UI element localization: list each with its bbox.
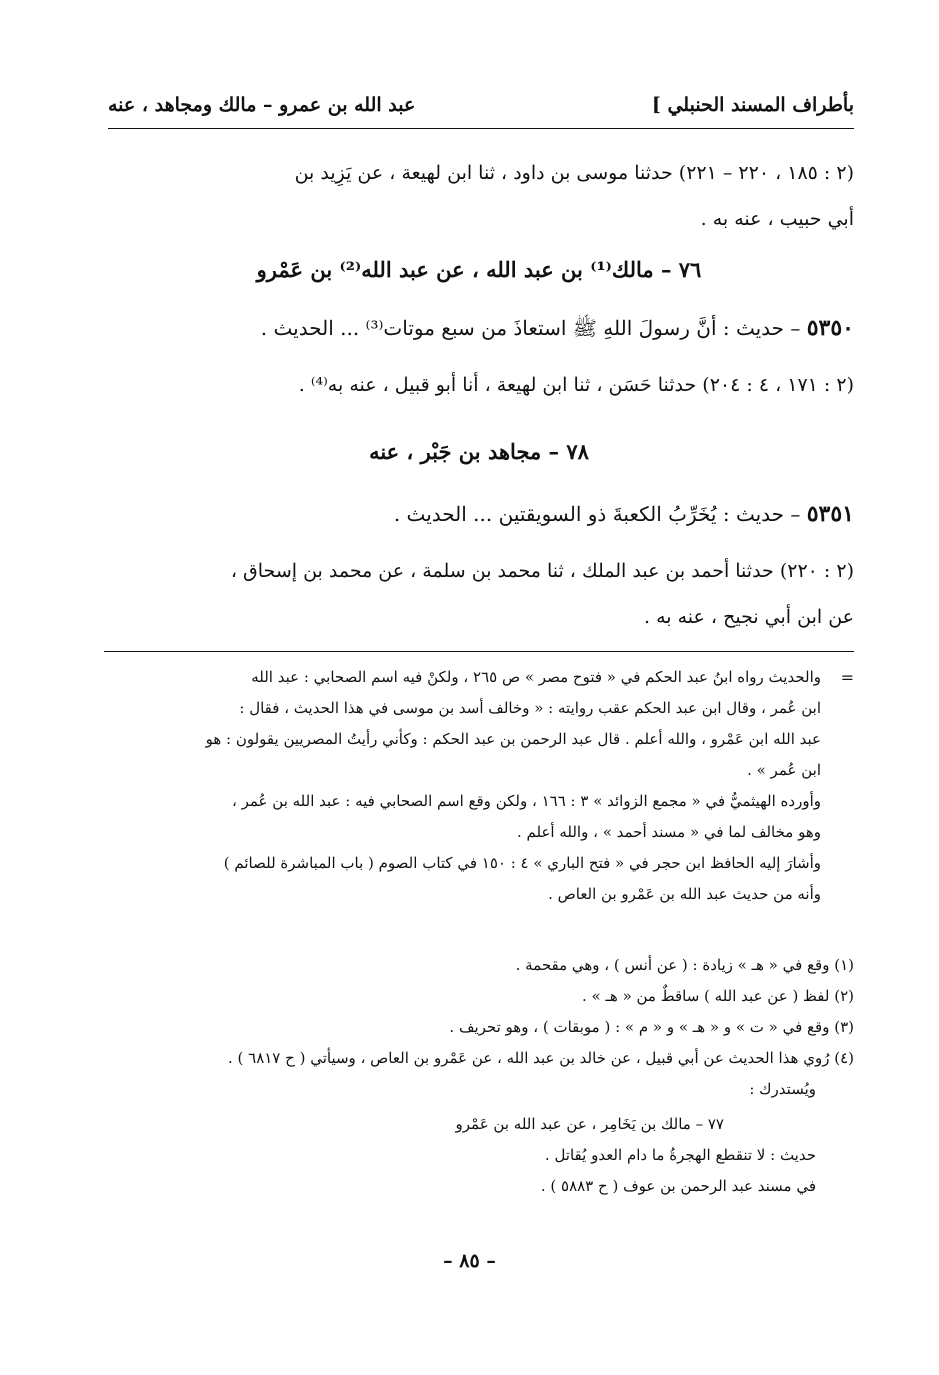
footnotes-numbered <box>94 950 854 1202</box>
paragraph-1-line-1: (٢ : ١٨٥ ، ٢٢٠ – ٢٢١) حدثنا موسى بن داود ، ثنا ابن لهيعة ، عن يَزِيد بن <box>294 162 854 184</box>
footnote-4-line-2: ويُستدرك : <box>749 1080 816 1098</box>
footnote-line: وأشارَ إليه الحافظ ابن حجر في « فتح الباري » ٤ : ١٥٠ في كتاب الصوم ( باب المباشرة للصائم ) <box>223 854 821 872</box>
footnote-line: وأنه من حديث عبد الله بن عَمْرو بن العاص . <box>548 885 821 903</box>
footnote-4-line-3: ٧٧ – مالك بن يَخَامِر ، عن عبد الله بن عَمْرو <box>455 1115 724 1133</box>
running-header <box>108 92 854 129</box>
footnote-4: (٤) رُوي هذا الحديث عن أبي قبيل ، عن خالد بن عبد الله ، عن عَمْرو بن العاص ، وسيأتي ( ح ٦٨١٧ ) . <box>227 1049 854 1067</box>
paragraph-1 <box>104 150 854 242</box>
hadith-text: – حديث : أنَّ رسولَ اللهِ ﷺ استعاذَ من سبع موتات⁽³⁾ ... الحديث . <box>260 316 801 340</box>
footnote-line: ابن عُمر ، وقال ابن عبد الحكم عقب روايته : « وخالف أسد بن موسى في هذا الحديث ، فقال : <box>239 699 821 717</box>
footnote-4-line-5: في مسند عبد الرحمن بن عوف ( ح ٥٨٨٣ ) . <box>540 1177 816 1195</box>
footnote-line: ابن عُمر » . <box>747 761 821 779</box>
footnote-line: وهو مخالف لما في « مسند أحمد » ، والله أعلم . <box>516 823 821 841</box>
page-number: – ٨٥ – <box>443 1250 496 1272</box>
continuation-marker: = <box>840 668 854 687</box>
paragraph-3-line-1: (٢ : ٢٢٠) حدثنا أحمد بن عبد الملك ، ثنا محمد بن سلمة ، عن محمد بن إسحاق ، <box>230 560 854 582</box>
hadith-number: ٥٣٥٠ <box>806 315 854 341</box>
footnote-1: (١) وقع في « هـ » زيادة : ( عن أنس ) ، وهي مقحمة . <box>515 956 854 974</box>
section-heading-78: ٧٨ – مجاهد بن جَبْر ، عنه <box>369 439 589 464</box>
header-book-title: بأطراف المسند الحنبلي ] <box>651 94 854 116</box>
paragraph-2 <box>104 362 854 408</box>
footnote-4-line-4: حديث : لا تنقطع الهجرةُ ما دام العدو يُقاتل . <box>544 1146 816 1164</box>
hadith-text: – حديث : يُخَرِّبُ الكعبةَ ذو السويقتين ... الحديث . <box>393 502 801 526</box>
paragraph-3 <box>104 548 854 640</box>
section-heading-76: ٧٦ – مالك⁽¹⁾ بن عبد الله ، عن عبد الله⁽²⁾ بن عَمْرو <box>256 257 702 282</box>
hadith-5351 <box>104 494 854 534</box>
footnote-3: (٣) وقع في « ت » و « هـ » و « م » : ( موبقات ) ، وهو تحريف . <box>449 1018 854 1036</box>
header-chapter-title: عبد الله بن عمرو – مالك ومجاهد ، عنه <box>108 94 416 116</box>
footnote-line: وأورده الهيثميُّ في « مجمع الزوائد » ٣ : ١٦٦ ، ولكن وقع اسم الصحابي فيه : عبد الله بن عُمر ، <box>232 792 821 810</box>
hadith-number: ٥٣٥١ <box>806 501 854 527</box>
paragraph-1-line-2: أبي حبيب ، عنه به . <box>700 208 854 230</box>
footnote-continuation <box>121 662 821 910</box>
footnote-line: عبد الله ابن عَمْرو ، والله أعلم . قال عبد الرحمن بن عبد الحكم : وكأني رأيتُ المصريين يقولون : هو <box>205 730 821 748</box>
footnote-2: (٢) لفظ ( عن عبد الله ) ساقطٌ من « هـ » . <box>582 987 854 1005</box>
footnote-line: والحديث رواه ابنُ عبد الحكم في « فتوح مصر » ص ٢٦٥ ، ولكنْ فيه اسم الصحابي : عبد الله <box>251 668 821 686</box>
footnote-divider <box>104 651 854 652</box>
hadith-5350 <box>104 308 854 348</box>
paragraph-3-line-2: عن ابن أبي نجيح ، عنه به . <box>644 606 854 628</box>
paragraph-2-line-1: (٢ : ١٧١ ، ٤ : ٢٠٤) حدثنا حَسَن ، ثنا ابن لهيعة ، أنا أبو قبيل ، عنه به⁽⁴⁾ . <box>298 374 854 396</box>
